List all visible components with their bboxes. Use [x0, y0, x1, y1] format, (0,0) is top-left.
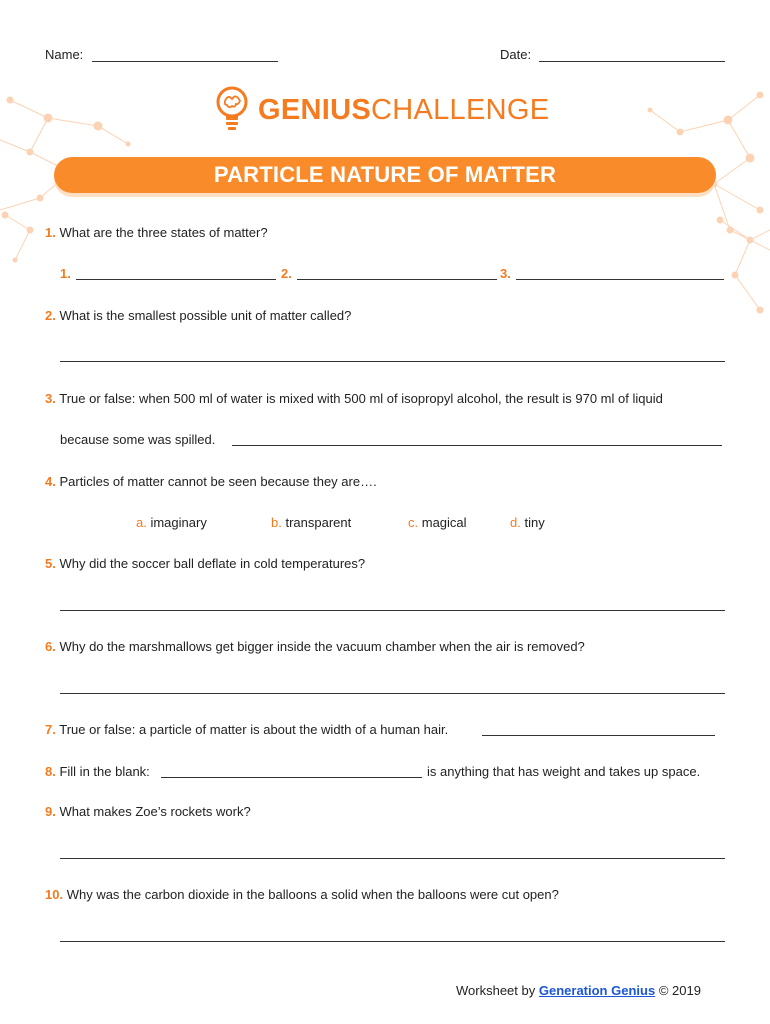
lightbulb-brain-icon [215, 85, 249, 135]
question-number: 5. [45, 556, 56, 571]
footer-credit [456, 983, 701, 999]
option-letter: b. [271, 515, 282, 530]
q5-answer-field[interactable] [60, 610, 725, 611]
worksheet-title: PARTICLE NATURE OF MATTER [213, 162, 557, 187]
date-field[interactable] [539, 61, 725, 62]
name-label: Name: [45, 47, 84, 62]
question-number: 8. [45, 764, 56, 779]
question-text: Fill in the blank: [59, 764, 150, 779]
question-number: 2. [45, 308, 56, 323]
question-text: What is the smallest possible unit of matter called? [59, 308, 352, 323]
q1-answer-field-1[interactable] [76, 279, 276, 280]
question-3-continued: because some was spilled. [60, 432, 216, 447]
option-label: tiny [524, 515, 545, 530]
footer-prefix: Worksheet by [456, 983, 536, 998]
q2-answer-field[interactable] [60, 361, 725, 362]
question-text: Particles of matter cannot be seen because they are…. [59, 474, 377, 489]
option-label: magical [421, 515, 467, 530]
option-b[interactable] [271, 515, 351, 531]
question-6 [45, 639, 585, 655]
question-10 [45, 887, 559, 903]
answer-label-2: 2. [281, 266, 292, 281]
name-field[interactable] [92, 61, 278, 62]
option-c[interactable] [408, 515, 467, 531]
brand-challenge: CHALLENGE [371, 94, 550, 126]
question-text: True or false: a particle of matter is about the width of a human hair. [59, 722, 449, 737]
option-label: transparent [285, 515, 352, 530]
question-3 [45, 391, 663, 407]
question-8 [45, 764, 150, 780]
option-letter: c. [408, 515, 419, 530]
option-label: imaginary [150, 515, 207, 530]
question-number: 10. [45, 887, 64, 902]
brand-wordmark [258, 94, 549, 126]
question-number: 4. [45, 474, 56, 489]
question-number: 3. [45, 391, 56, 406]
question-number: 6. [45, 639, 56, 654]
question-text: Why did the soccer ball deflate in cold temperatures? [59, 556, 366, 571]
q3-answer-field[interactable] [232, 445, 722, 446]
option-letter: d. [510, 515, 521, 530]
question-9 [45, 804, 251, 820]
question-text: Why do the marshmallows get bigger inside the vacuum chamber when the air is removed? [59, 639, 585, 654]
footer-copyright: © 2019 [658, 983, 701, 998]
brand-genius: GENIUS [258, 94, 371, 126]
name-row [45, 47, 83, 63]
question-text: True or false: when 500 ml of water is mixed with 500 ml of isopropyl alcohol, the result is 970 ml of liquid [59, 391, 663, 406]
q7-answer-field[interactable] [482, 735, 715, 736]
option-letter: a. [136, 515, 147, 530]
question-8-continued: is anything that has weight and takes up space. [427, 764, 701, 779]
q6-answer-field[interactable] [60, 693, 725, 694]
q1-answer-field-3[interactable] [516, 279, 724, 280]
option-d[interactable] [510, 515, 545, 531]
generation-genius-link[interactable]: Generation Genius [538, 983, 656, 998]
option-a[interactable] [136, 515, 207, 531]
question-5 [45, 556, 365, 572]
question-number: 9. [45, 804, 56, 819]
question-4 [45, 474, 377, 490]
question-text: What are the three states of matter? [59, 225, 268, 240]
q1-answer-field-2[interactable] [297, 279, 497, 280]
question-2 [45, 308, 351, 324]
q9-answer-field[interactable] [60, 858, 725, 859]
q8-answer-field[interactable] [161, 777, 422, 778]
answer-label-3: 3. [500, 266, 511, 281]
question-text: What makes Zoe’s rockets work? [59, 804, 251, 819]
question-7 [45, 722, 448, 738]
molecule-decoration-right-lower [700, 200, 770, 320]
title-banner [54, 157, 716, 193]
question-number: 7. [45, 722, 56, 737]
q10-answer-field[interactable] [60, 941, 725, 942]
question-text: Why was the carbon dioxide in the balloons a solid when the balloons were cut open? [66, 887, 559, 902]
answer-label-1: 1. [60, 266, 71, 281]
date-label: Date: [500, 47, 532, 62]
question-1 [45, 225, 268, 241]
date-row [500, 47, 531, 63]
question-number: 1. [45, 225, 56, 240]
